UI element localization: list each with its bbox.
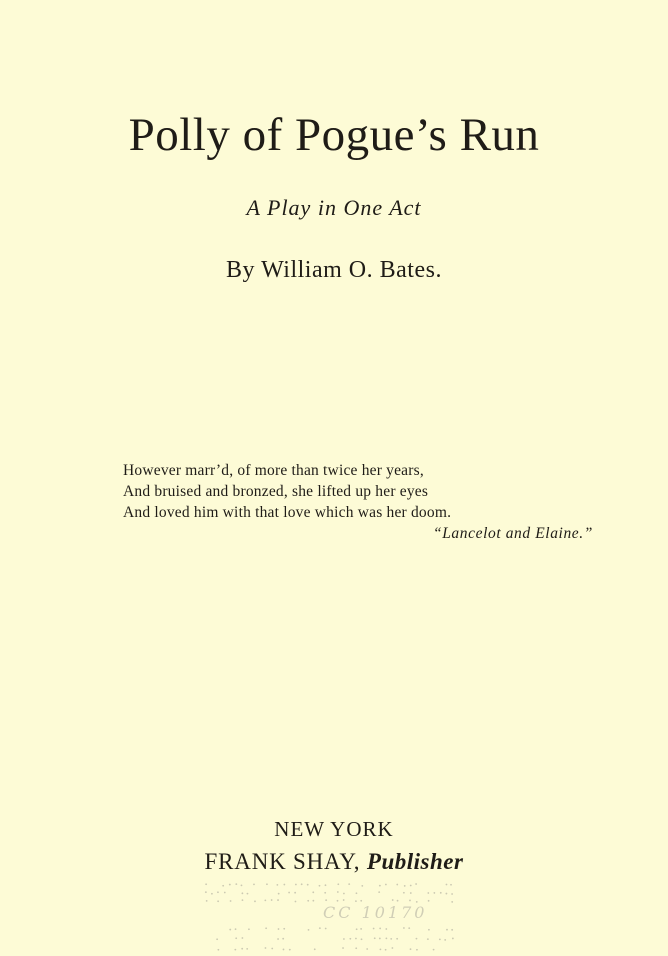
perforation-dot bbox=[361, 885, 363, 887]
perforation-dot bbox=[264, 900, 266, 902]
perforation-dot bbox=[416, 938, 418, 940]
perforation-dot bbox=[337, 883, 339, 885]
perforation-dot bbox=[343, 899, 345, 901]
perforation-dot bbox=[342, 947, 344, 949]
perforation-dot bbox=[392, 947, 394, 949]
perforation-dot bbox=[216, 938, 218, 940]
subtitle: A Play in One Act bbox=[246, 195, 422, 220]
perforation-dot bbox=[271, 948, 273, 950]
perforation-dot bbox=[410, 892, 412, 894]
perforation-dot bbox=[385, 928, 387, 930]
perforation-dot bbox=[283, 884, 285, 886]
perforation-dot bbox=[235, 928, 237, 930]
perforation-dot bbox=[265, 927, 267, 929]
perforation-dot bbox=[312, 891, 314, 893]
perforation-dot bbox=[397, 900, 399, 902]
perforation-dot bbox=[385, 884, 387, 886]
perforation-dot bbox=[337, 900, 339, 902]
library-perforation-stamp bbox=[195, 880, 465, 956]
perforation-dot bbox=[374, 937, 376, 939]
perforation-dot bbox=[444, 939, 446, 941]
perforation-dot bbox=[451, 893, 453, 895]
perforation-dot bbox=[312, 900, 314, 902]
perforation-dot bbox=[205, 883, 207, 885]
perforation-dot bbox=[366, 948, 368, 950]
perforation-dot bbox=[433, 892, 435, 894]
perforation-dot bbox=[446, 884, 448, 886]
perforation-dot bbox=[409, 900, 411, 902]
perforation-dot bbox=[380, 948, 382, 950]
perforation-dot bbox=[324, 892, 326, 894]
perforation-dot bbox=[247, 893, 249, 895]
perforation-dot bbox=[277, 938, 279, 940]
perforation-dot bbox=[360, 928, 362, 930]
perforation-dot bbox=[248, 928, 250, 930]
page-title: Polly of Pogue’s Run bbox=[128, 109, 540, 161]
perforation-dot bbox=[355, 900, 357, 902]
epigraph-line-3: And loved him with that love which was her doom. bbox=[123, 504, 452, 521]
perforation-dot bbox=[230, 900, 232, 902]
perforation-dot bbox=[451, 929, 453, 931]
perforation-dot bbox=[378, 891, 380, 893]
perforation-dot bbox=[390, 938, 392, 940]
perforation-dot bbox=[343, 938, 345, 940]
perforation-dot bbox=[235, 883, 237, 885]
imprint-publisher bbox=[0, 847, 668, 877]
perforation-dot bbox=[206, 900, 208, 902]
perforation-dot bbox=[253, 883, 255, 885]
perforation-dot bbox=[254, 900, 256, 902]
perforation-dot bbox=[450, 884, 452, 886]
perforation-dot bbox=[211, 893, 213, 895]
epigraph-line-2: And bruised and bronzed, she lifted up her eyes bbox=[123, 483, 429, 500]
perforation-dot bbox=[446, 929, 448, 931]
stamp-text: CC 10170 bbox=[323, 903, 428, 922]
author-line: By William O. Bates. bbox=[226, 257, 442, 283]
perforation-dot bbox=[452, 938, 454, 940]
perforation-dot bbox=[403, 892, 405, 894]
perforation-dot bbox=[373, 928, 375, 930]
perforation-dot bbox=[385, 938, 387, 940]
perforation-dot bbox=[396, 884, 398, 886]
perforation-dot bbox=[416, 949, 418, 951]
perforation-dot bbox=[241, 892, 243, 894]
perforation-dot bbox=[271, 899, 273, 901]
perforation-dot bbox=[235, 937, 237, 939]
perforation-dot bbox=[307, 900, 309, 902]
perforation-dot bbox=[415, 883, 417, 885]
perforation-dot bbox=[283, 928, 285, 930]
perforation-dot bbox=[234, 949, 236, 951]
perforation-dot bbox=[403, 927, 405, 929]
perforation-dot bbox=[295, 901, 297, 903]
perforation-dot bbox=[266, 883, 268, 885]
publisher-role: Publisher bbox=[366, 849, 464, 874]
perforation-dot bbox=[360, 900, 362, 902]
perforation-dot bbox=[277, 899, 279, 901]
perforation-dot bbox=[446, 893, 448, 895]
perforation-dot bbox=[379, 938, 381, 940]
perforation-dot bbox=[289, 949, 291, 951]
perforation-dot bbox=[410, 885, 412, 887]
perforation-dot bbox=[265, 947, 267, 949]
perforation-dot bbox=[224, 892, 226, 894]
perforation-dot bbox=[229, 929, 231, 931]
perforation-dot bbox=[325, 899, 327, 901]
perforation-dot bbox=[404, 885, 406, 887]
perforation-dot bbox=[278, 893, 280, 895]
perforation-dot bbox=[356, 928, 358, 930]
perforation-dot bbox=[241, 884, 243, 886]
perforation-dot bbox=[392, 899, 394, 901]
perforation-dot bbox=[325, 884, 327, 886]
imprint-place: NEW YORK bbox=[274, 817, 394, 841]
perforation-dot bbox=[308, 929, 310, 931]
perforation-dot bbox=[325, 928, 327, 930]
perforation-dot bbox=[379, 928, 381, 930]
perforation-dot bbox=[408, 927, 410, 929]
perforation-dot bbox=[282, 938, 284, 940]
perforation-dot bbox=[278, 928, 280, 930]
perforation-dot bbox=[217, 949, 219, 951]
perforation-dot bbox=[229, 884, 231, 886]
publisher-name: FRANK SHAY, bbox=[204, 849, 361, 874]
perforation-dot bbox=[276, 884, 278, 886]
perforation-dot bbox=[396, 938, 398, 940]
perforation-dot bbox=[355, 947, 357, 949]
perforation-dot bbox=[379, 885, 381, 887]
perforation-dot bbox=[433, 949, 435, 951]
perforation-dot bbox=[217, 891, 219, 893]
perforation-dot bbox=[283, 949, 285, 951]
perforation-dot bbox=[242, 899, 244, 901]
perforation-dot bbox=[337, 891, 339, 893]
epigraph bbox=[123, 460, 593, 544]
perforation-dot bbox=[319, 927, 321, 929]
perforation-dot bbox=[385, 949, 387, 951]
perforation-dot bbox=[439, 939, 441, 941]
perforation-dot bbox=[294, 892, 296, 894]
perforation-dot bbox=[217, 900, 219, 902]
perforation-dot bbox=[428, 929, 430, 931]
perforation-dot bbox=[356, 892, 358, 894]
perforation-dot bbox=[427, 938, 429, 940]
perforation-dot bbox=[349, 938, 351, 940]
perforation-dot bbox=[242, 937, 244, 939]
perforation-dot bbox=[222, 885, 224, 887]
perforation-dot bbox=[451, 901, 453, 903]
epigraph-source: “Lancelot and Elaine.” bbox=[432, 525, 593, 542]
perforation-dot bbox=[319, 885, 321, 887]
perforation-dot bbox=[348, 883, 350, 885]
perforation-dot bbox=[410, 948, 412, 950]
epigraph-line-1: However marr’d, of more than twice her years, bbox=[123, 462, 424, 479]
perforation-dot bbox=[205, 891, 207, 893]
perforation-dot bbox=[241, 948, 243, 950]
perforation-dot bbox=[314, 948, 316, 950]
perforation-dot bbox=[355, 938, 357, 940]
perforation-dot bbox=[361, 938, 363, 940]
perforation-dot bbox=[428, 900, 430, 902]
perforation-dot bbox=[427, 892, 429, 894]
perforation-dot bbox=[246, 948, 248, 950]
perforation-dot bbox=[301, 883, 303, 885]
perforation-dot bbox=[307, 884, 309, 886]
perforation-dot bbox=[343, 893, 345, 895]
perforation-dot bbox=[440, 892, 442, 894]
perforation-dot bbox=[295, 884, 297, 886]
perforation-dot bbox=[288, 892, 290, 894]
